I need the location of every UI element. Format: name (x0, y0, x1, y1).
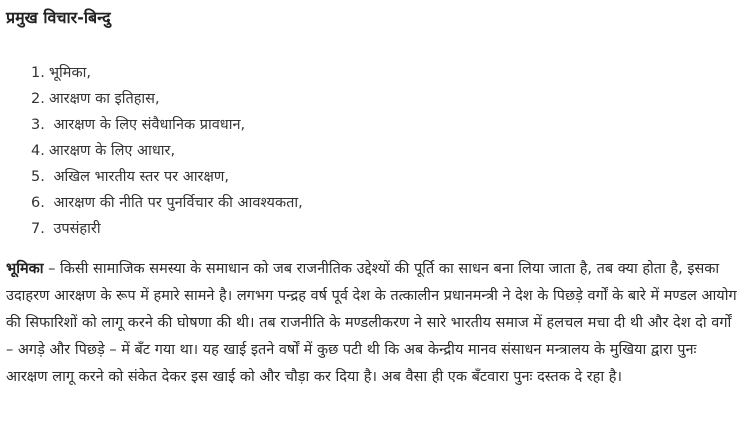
list-item (31, 60, 741, 86)
list-item (31, 190, 741, 216)
list-item-number: 1. (31, 65, 45, 81)
intro-term: भूमिका (6, 261, 44, 277)
list-item (31, 216, 741, 242)
list-item-number: 3. (31, 117, 45, 133)
list-item-number: 5. (31, 169, 45, 185)
list-item-number: 7. (31, 221, 45, 237)
list-item-text: भूमिका, (48, 65, 91, 81)
list-item-number: 6. (31, 195, 45, 211)
list-item (31, 138, 741, 164)
list-item-text: अखिल भारतीय स्तर पर आरक्षण, (48, 169, 229, 185)
intro-body: – किसी सामाजिक समस्या के समाधान को जब राजनीतिक उद्देश्यों की पूर्ति का साधन बना लिया जाता है, तब क्या होता है, इसका उदाहरण आरक्षण के रूप में हमारे सामने है। लगभग पन्द्रह वर्ष पूर्व देश के तत्कालीन प्रधानमन्त्री ने देश के पिछड़े वर्गों के बारे में मण्डल आयोग की सिफारिशों को लागू करने की घोषणा की थी। तब राजनीति के मण्डलीकरण ने सारे भारतीय समाज में हलचल मचा दी थी और देश दो वर्गों – अगड़े और पिछड़े – में बँट गया था। यह खाई इतने वर्षों में कुछ पटी थी कि अब केन्द्रीय मानव संसाधन मन्त्रालय के मुखिया द्वारा पुनः आरक्षण लागू करने को संकेत देकर इस खाई को और चौड़ा कर दिया है। अब वैसा ही एक बँटवारा पुनः दस्तक दे रहा है। (6, 261, 737, 385)
list-item (31, 86, 741, 112)
list-item-text: आरक्षण के लिए आधार, (48, 143, 176, 159)
key-points-list (6, 60, 741, 242)
page-heading: प्रमुख विचार-बिन्दु (6, 8, 111, 27)
list-item (31, 164, 741, 190)
list-item (31, 112, 741, 138)
list-item-text: आरक्षण की नीति पर पुनर्विचार की आवश्यकता, (48, 195, 303, 211)
list-item-number: 2. (31, 91, 45, 107)
list-item-number: 4. (31, 143, 45, 159)
list-item-text: आरक्षण का इतिहास, (48, 91, 160, 107)
intro-paragraph (6, 256, 741, 391)
list-item-text: उपसंहारी (48, 221, 101, 237)
list-item-text: आरक्षण के लिए संवैधानिक प्रावधान, (48, 117, 246, 133)
